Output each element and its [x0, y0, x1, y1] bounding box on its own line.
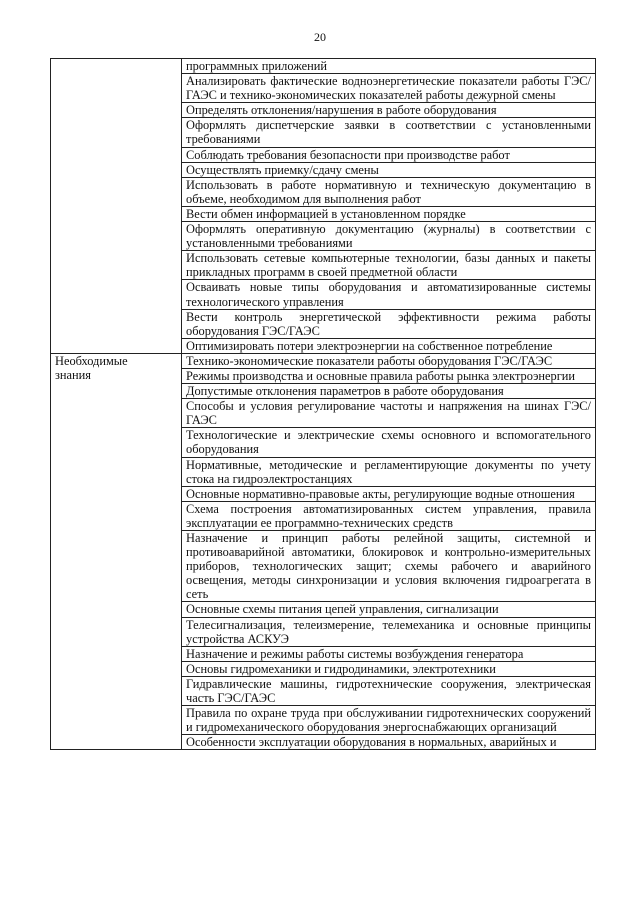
table-cell-item: Правила по охране труда при обслуживании гидротехнических сооружений и гидромеханического оборудования энергоснабжающих организаций: [182, 706, 596, 735]
table-cell-item: Схема построения автоматизированных систем управления, правила эксплуатации ее программно-технических средств: [182, 501, 596, 530]
table-cell-item: Оформлять диспетчерские заявки в соответствии с установленными требованиями: [182, 118, 596, 147]
table-cell-item: Соблюдать требования безопасности при производстве работ: [182, 147, 596, 162]
table-cell-item: Осваивать новые типы оборудования и автоматизированные системы технологического управления: [182, 280, 596, 309]
table-cell-item: программных приложений: [182, 59, 596, 74]
table-cell-item: Назначение и принцип работы релейной защиты, системной и противоаварийной автоматики, блокировок и контрольно-измерительных приборов, технологических защит; схемы рабочего и аварийного освещения, методы синхронизации и условия включения гидроагрегата в сеть: [182, 531, 596, 602]
table-cell-item: Способы и условия регулирование частоты и напряжения на шинах ГЭС/ГАЭС: [182, 399, 596, 428]
group-label-line: Необходимые: [55, 353, 128, 368]
table-cell-item: Телесигнализация, телеизмерение, телемеханика и основные принципы устройства АСКУЭ: [182, 617, 596, 646]
table-cell-item: Анализировать фактические водноэнергетические показатели работы ГЭС/ГАЭС и технико-экономических показателей работы дежурной смены: [182, 74, 596, 103]
table-cell-item: Режимы производства и основные правила работы рынка электроэнергии: [182, 368, 596, 383]
table-cell-item: Определять отклонения/нарушения в работе оборудования: [182, 103, 596, 118]
table-cell-item: Основы гидромеханики и гидродинамики, электротехники: [182, 661, 596, 676]
table-cell-item: Гидравлические машины, гидротехнические сооружения, электрическая часть ГЭС/ГАЭС: [182, 676, 596, 705]
table-cell-item: Вести обмен информацией в установленном порядке: [182, 206, 596, 221]
table-cell-item: Технико-экономические показатели работы оборудования ГЭС/ГАЭС: [182, 353, 596, 368]
table-cell-item: Основные схемы питания цепей управления, сигнализации: [182, 602, 596, 617]
table-cell-item: Оформлять оперативную документацию (журналы) в соответствии с установленными требованиями: [182, 222, 596, 251]
table-cell-item: Технологические и электрические схемы основного и вспомогательного оборудования: [182, 428, 596, 457]
table-cell-item: Использовать сетевые компьютерные технологии, базы данных и пакеты прикладных программ в своей предметной области: [182, 251, 596, 280]
knowledge-group-label: [51, 353, 182, 750]
table-cell-item: Вести контроль энергетической эффективности режима работы оборудования ГЭС/ГАЭС: [182, 309, 596, 338]
competency-table: [50, 58, 596, 750]
page-number: 20: [314, 30, 326, 44]
table-cell-item: Осуществлять приемку/сдачу смены: [182, 162, 596, 177]
table-cell-item: Нормативные, методические и регламентирующие документы по учету стока на гидроэлектростанциях: [182, 457, 596, 486]
table-row: [51, 59, 596, 74]
table-cell-item: Особенности эксплуатации оборудования в нормальных, аварийных и: [182, 735, 596, 750]
table-cell-item: Допустимые отклонения параметров в работе оборудования: [182, 384, 596, 399]
table-cell-item: Использовать в работе нормативную и техническую документацию в объеме, необходимом для выполнения работ: [182, 177, 596, 206]
table-row: [51, 353, 596, 368]
group-label-line: знания: [55, 367, 91, 382]
table-cell-item: Назначение и режимы работы системы возбуждения генератора: [182, 646, 596, 661]
skills-group-label: [51, 59, 182, 354]
table-cell-item: Оптимизировать потери электроэнергии на собственное потребление: [182, 338, 596, 353]
table-cell-item: Основные нормативно-правовые акты, регулирующие водные отношения: [182, 486, 596, 501]
